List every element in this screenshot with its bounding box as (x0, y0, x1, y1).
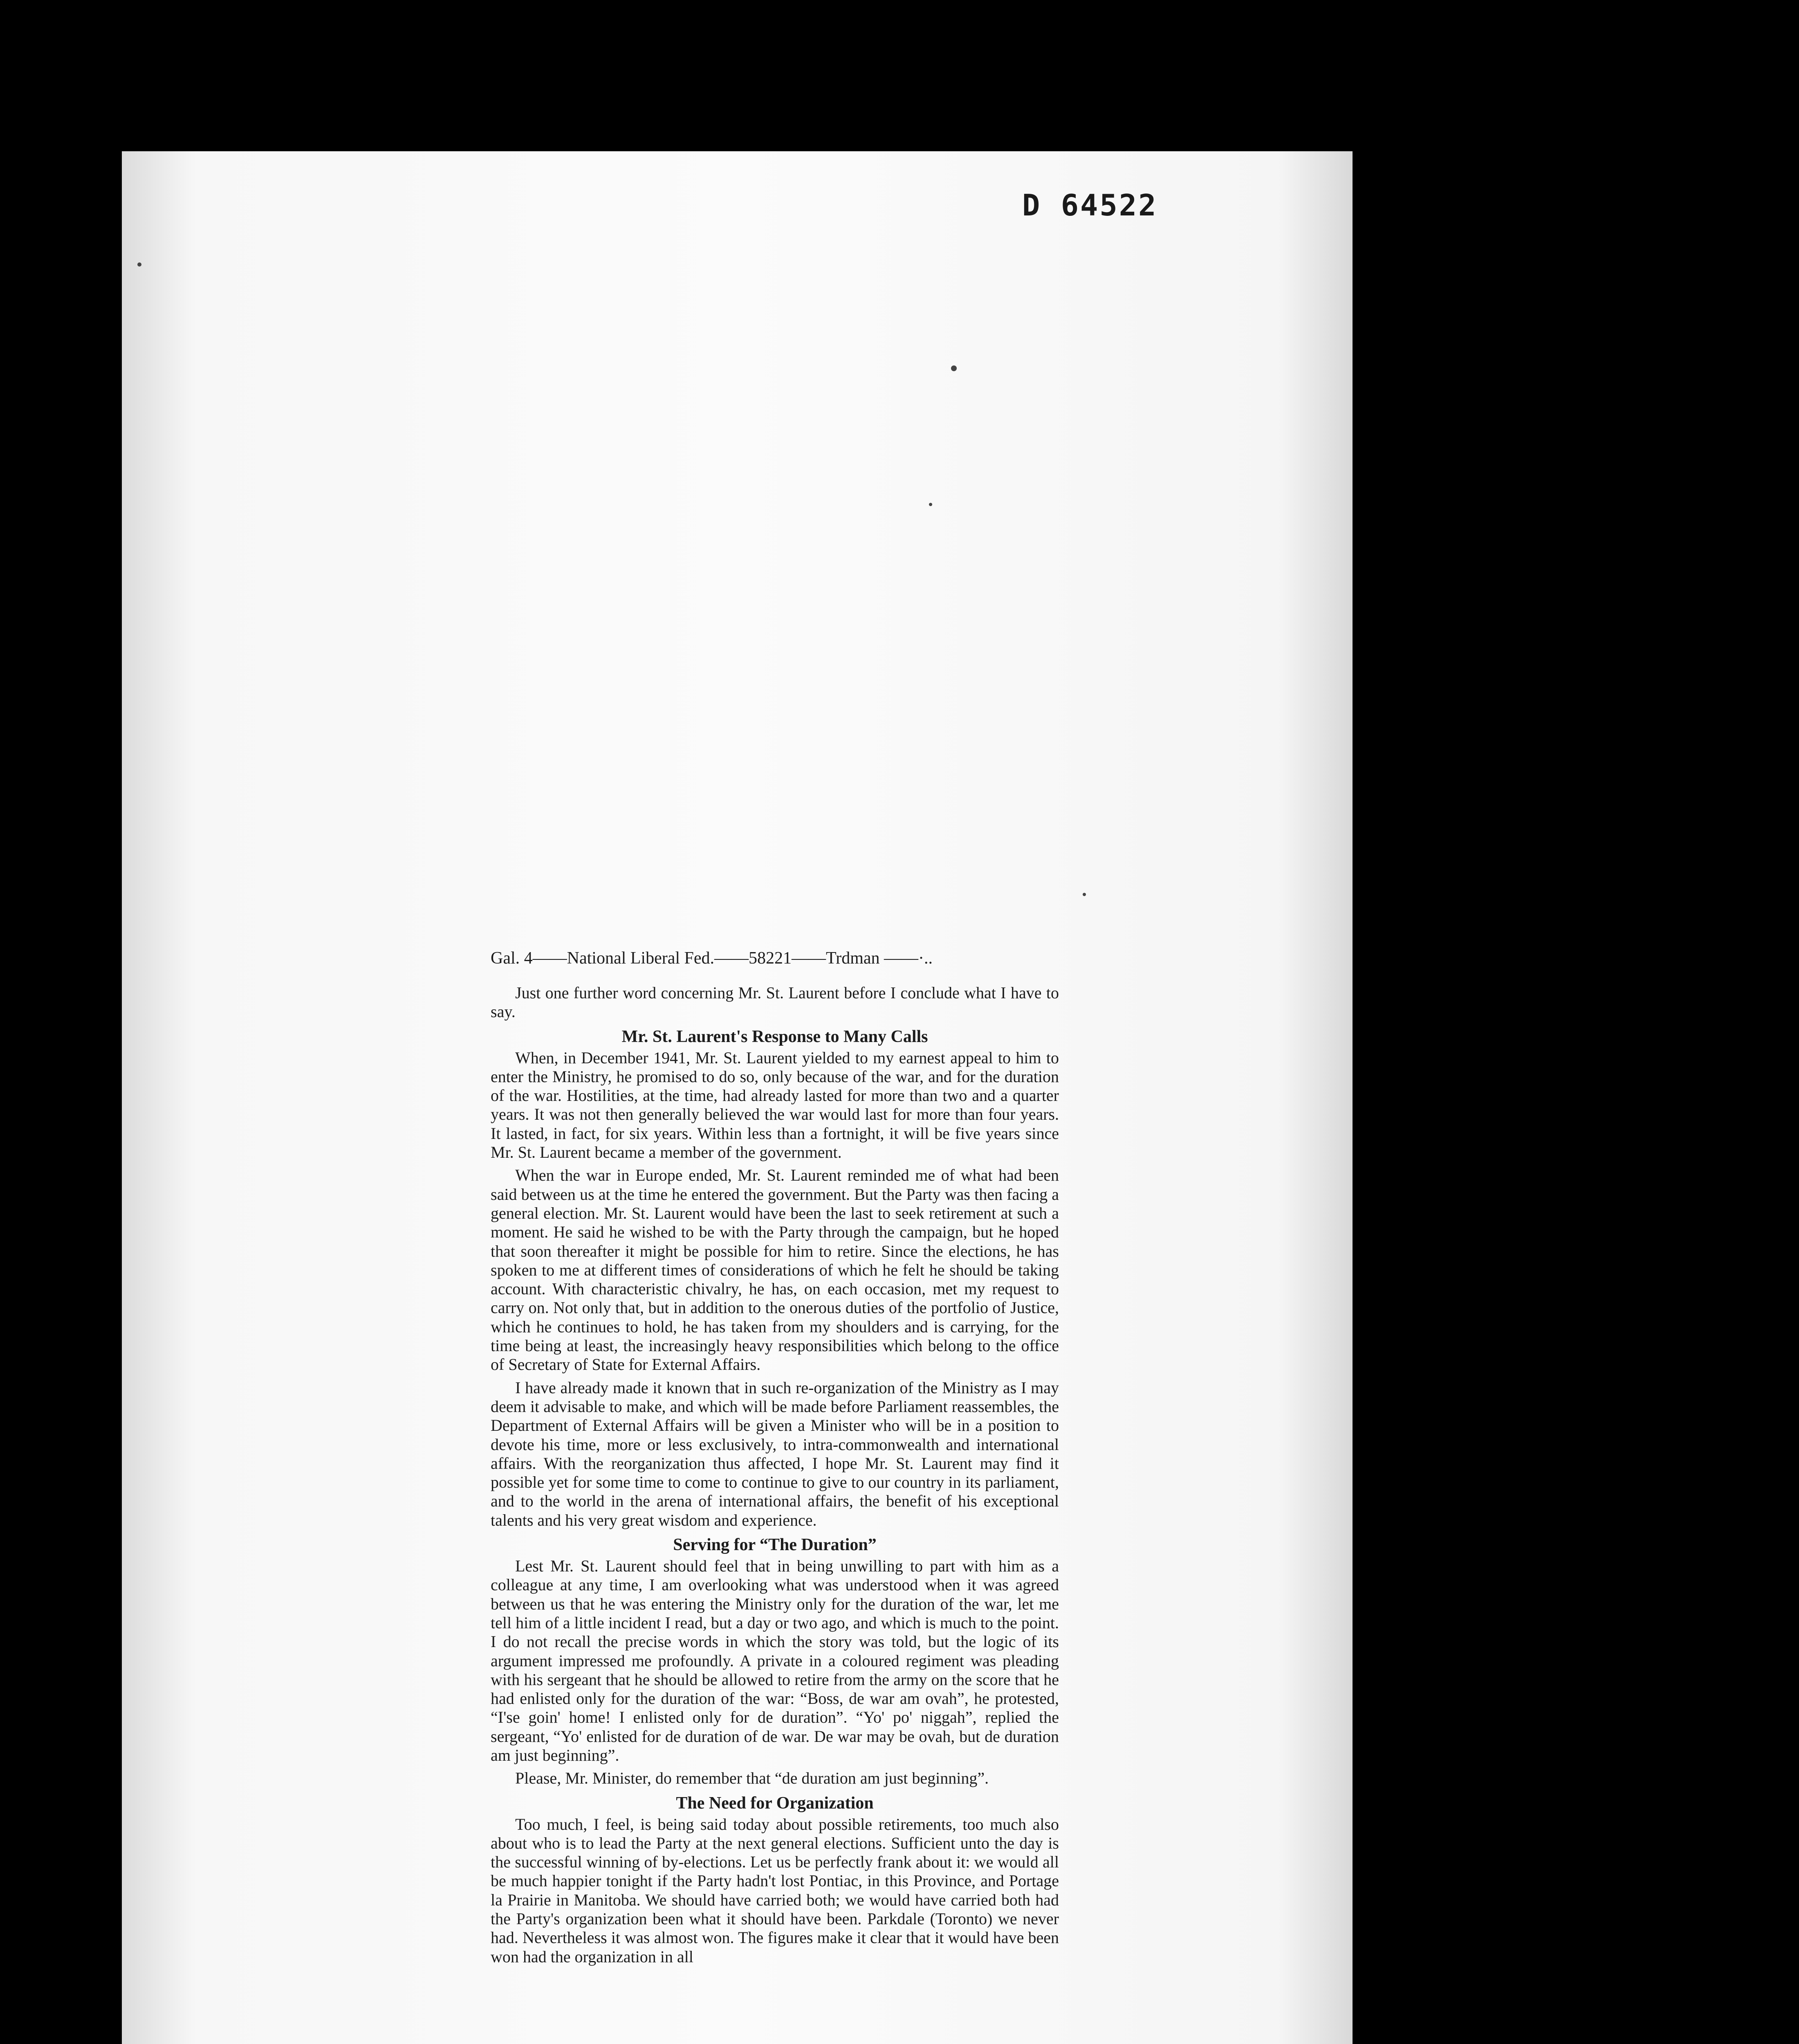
body-paragraph: Please, Mr. Minister, do remember that “de duration am just beginning”. (515, 1769, 989, 1788)
body-paragraph: I have already made it known that in such re-organization of the Ministry as I may deem it advisable to make, and which will be made before Parliament reassembles, the Department of External Affairs will be given a Minister who will be in a position to devote his time, more or less exclusively, to intra-commonwealth and international affairs. With the reorganization thus affected, I hope Mr. St. Laurent may find it possible yet for some time to come to continue to give to our country in its parliament, and to the world in the arena of international affairs, the benefit of his exceptional talents and his very great wisdom and experience. (491, 1378, 1059, 1529)
dust-speck (137, 262, 141, 267)
intro-paragraph: Just one further word concerning Mr. St. Laurent before I conclude what I have to say. (491, 984, 1059, 1021)
body-paragraph: Lest Mr. St. Laurent should feel that in being unwilling to part with him as a colleague at any time, I am overlooking what was understood when it was agreed between us that he was entering the Ministry only for the duration of the war, let me tell him of a little incident I read, but a day or two ago, and which is much to the point. I do not recall the precise words in which the story was told, but the logic of its argument impressed me profoundly. A private in a coloured regiment was pleading with his sergeant that he should be allowed to retire from the army on the score that he had enlisted only for the duration of the war: “Boss, de war am ovah”, he protested, “I'se goin' home! I enlisted only for de duration”. “Yo' po' niggah”, replied the sergeant, “Yo' enlisted for de duration of de war. De war may be ovah, but de duration am just beginning”. (491, 1557, 1059, 1764)
body-paragraph: When, in December 1941, Mr. St. Laurent yielded to my earnest appeal to him to enter the Ministry, he promised to do so, only because of the war, and for the duration of the war. Hostilities, at the time, had already lasted for more than two and a quarter years. It was not then generally believed the war would last for more than four years. It lasted, in fact, for six years. Within less than a fortnight, it will be five years since Mr. St. Laurent became a member of the government. (491, 1048, 1059, 1162)
section-heading: Mr. St. Laurent's Response to Many Calls (621, 1027, 928, 1046)
body-paragraph: Too much, I feel, is being said today about possible retirements, too much also about who is to lead the Party at the next general elections. Sufficient unto the day is the successful winning of by-elections. Let us be perfectly frank about it: we would all be much happier tonight if the Party hadn't lost Pontiac, in this Province, and Portage la Prairie in Manitoba. We should have carried both; we would have carried both had the Party's organization been what it should have been. Parkdale (Toronto) we never had. Nevertheless it was almost won. The figures make it clear that it would have been won had the organization in all (491, 1815, 1059, 1966)
section-heading: The Need for Organization (676, 1793, 874, 1813)
dust-speck (951, 365, 957, 371)
dust-speck (1083, 893, 1086, 896)
document-number: D 64522 (1022, 188, 1158, 222)
galley-proof-line: Gal. 4——National Liberal Fed.——58221——Trdman ——·.. (491, 949, 933, 968)
body-paragraph: When the war in Europe ended, Mr. St. Laurent reminded me of what had been said between us at the time he entered the government. But the Party was then facing a general election. Mr. St. Laurent would have been the last to seek retirement at such a moment. He said he wished to be with the Party through the campaign, but he hoped that soon thereafter it might be possible for him to retire. Since the elections, he has spoken to me at different times of considerations of which he felt he should be taking account. With characteristic chivalry, he has, on each occasion, met my request to carry on. Not only that, but in addition to the onerous duties of the portfolio of Justice, which he continues to hold, he has taken from my shoulders and is carrying, for the time being at least, the increasingly heavy responsibilities which belong to the office of Secretary of State for External Affairs. (491, 1166, 1059, 1374)
article-column (491, 948, 1059, 1970)
section-heading: Serving for “The Duration” (673, 1535, 877, 1555)
dust-speck (929, 503, 932, 506)
